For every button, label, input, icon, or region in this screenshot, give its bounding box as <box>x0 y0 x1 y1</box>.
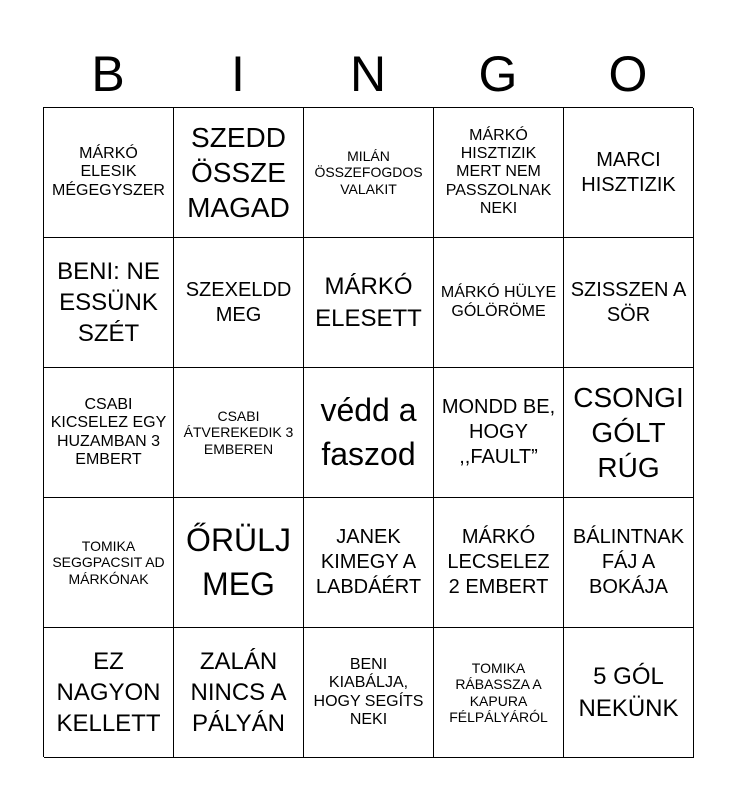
bingo-cell-r1-c2[interactable]: SZEDD ÖSSZE MAGAD <box>174 108 304 238</box>
header-letter-o: O <box>608 46 648 102</box>
bingo-cell-r3-c3[interactable]: védd a faszod <box>304 368 434 498</box>
bingo-cell-r1-c1[interactable]: MÁRKÓ ELESIK MÉGEGYSZER <box>44 108 174 238</box>
bingo-cell-r3-c5[interactable]: CSONGI GÓLT RÚG <box>564 368 694 498</box>
bingo-cell-r2-c4[interactable]: MÁRKÓ HÜLYE GÓLÖRÖME <box>434 238 564 368</box>
header-letter-g: G <box>478 46 518 102</box>
bingo-cell-r2-c3[interactable]: MÁRKÓ ELESETT <box>304 238 434 368</box>
bingo-cell-r3-c4[interactable]: MONDD BE, HOGY ,,FAULT” <box>434 368 564 498</box>
bingo-cell-r1-c5[interactable]: MARCI HISZTIZIK <box>564 108 694 238</box>
bingo-cell-r5-c3[interactable]: BENI KIABÁLJA, HOGY SEGÍTS NEKI <box>304 628 434 758</box>
bingo-cell-r3-c1[interactable]: CSABI KICSELEZ EGY HUZAMBAN 3 EMBERT <box>44 368 174 498</box>
bingo-header <box>43 40 693 108</box>
header-letter-b: B <box>91 46 125 102</box>
bingo-cell-r1-c3[interactable]: MILÁN ÖSSZEFOGDOS VALAKIT <box>304 108 434 238</box>
bingo-cell-r3-c2[interactable]: CSABI ÁTVEREKEDIK 3 EMBEREN <box>174 368 304 498</box>
bingo-cell-r1-c4[interactable]: MÁRKÓ HISZTIZIK MERT NEM PASSZOLNAK NEKI <box>434 108 564 238</box>
header-letter-i: I <box>231 46 245 102</box>
bingo-cell-r5-c2[interactable]: ZALÁN NINCS A PÁLYÁN <box>174 628 304 758</box>
header-letter-n: N <box>349 46 387 102</box>
bingo-cell-r2-c2[interactable]: SZEXELDD MEG <box>174 238 304 368</box>
bingo-cell-r4-c5[interactable]: BÁLINTNAK FÁJ A BOKÁJA <box>564 498 694 628</box>
bingo-cell-r2-c1[interactable]: BENI: NE ESSÜNK SZÉT <box>44 238 174 368</box>
bingo-cell-r4-c1[interactable]: TOMIKA SEGGPACSIT AD MÁRKÓNAK <box>44 498 174 628</box>
bingo-cell-r4-c3[interactable]: JANEK KIMEGY A LABDÁÉRT <box>304 498 434 628</box>
bingo-cell-r5-c1[interactable]: EZ NAGYON KELLETT <box>44 628 174 758</box>
bingo-cell-r4-c2[interactable]: ŐRÜLJ MEG <box>174 498 304 628</box>
bingo-cell-r5-c5[interactable]: 5 GÓL NEKÜNK <box>564 628 694 758</box>
bingo-cell-r2-c5[interactable]: SZISSZEN A SÖR <box>564 238 694 368</box>
bingo-cell-r4-c4[interactable]: MÁRKÓ LECSELEZ 2 EMBERT <box>434 498 564 628</box>
bingo-cell-r5-c4[interactable]: TOMIKA RÁBASSZA A KAPURA FÉLPÁLYÁRÓL <box>434 628 564 758</box>
bingo-grid <box>43 107 693 757</box>
